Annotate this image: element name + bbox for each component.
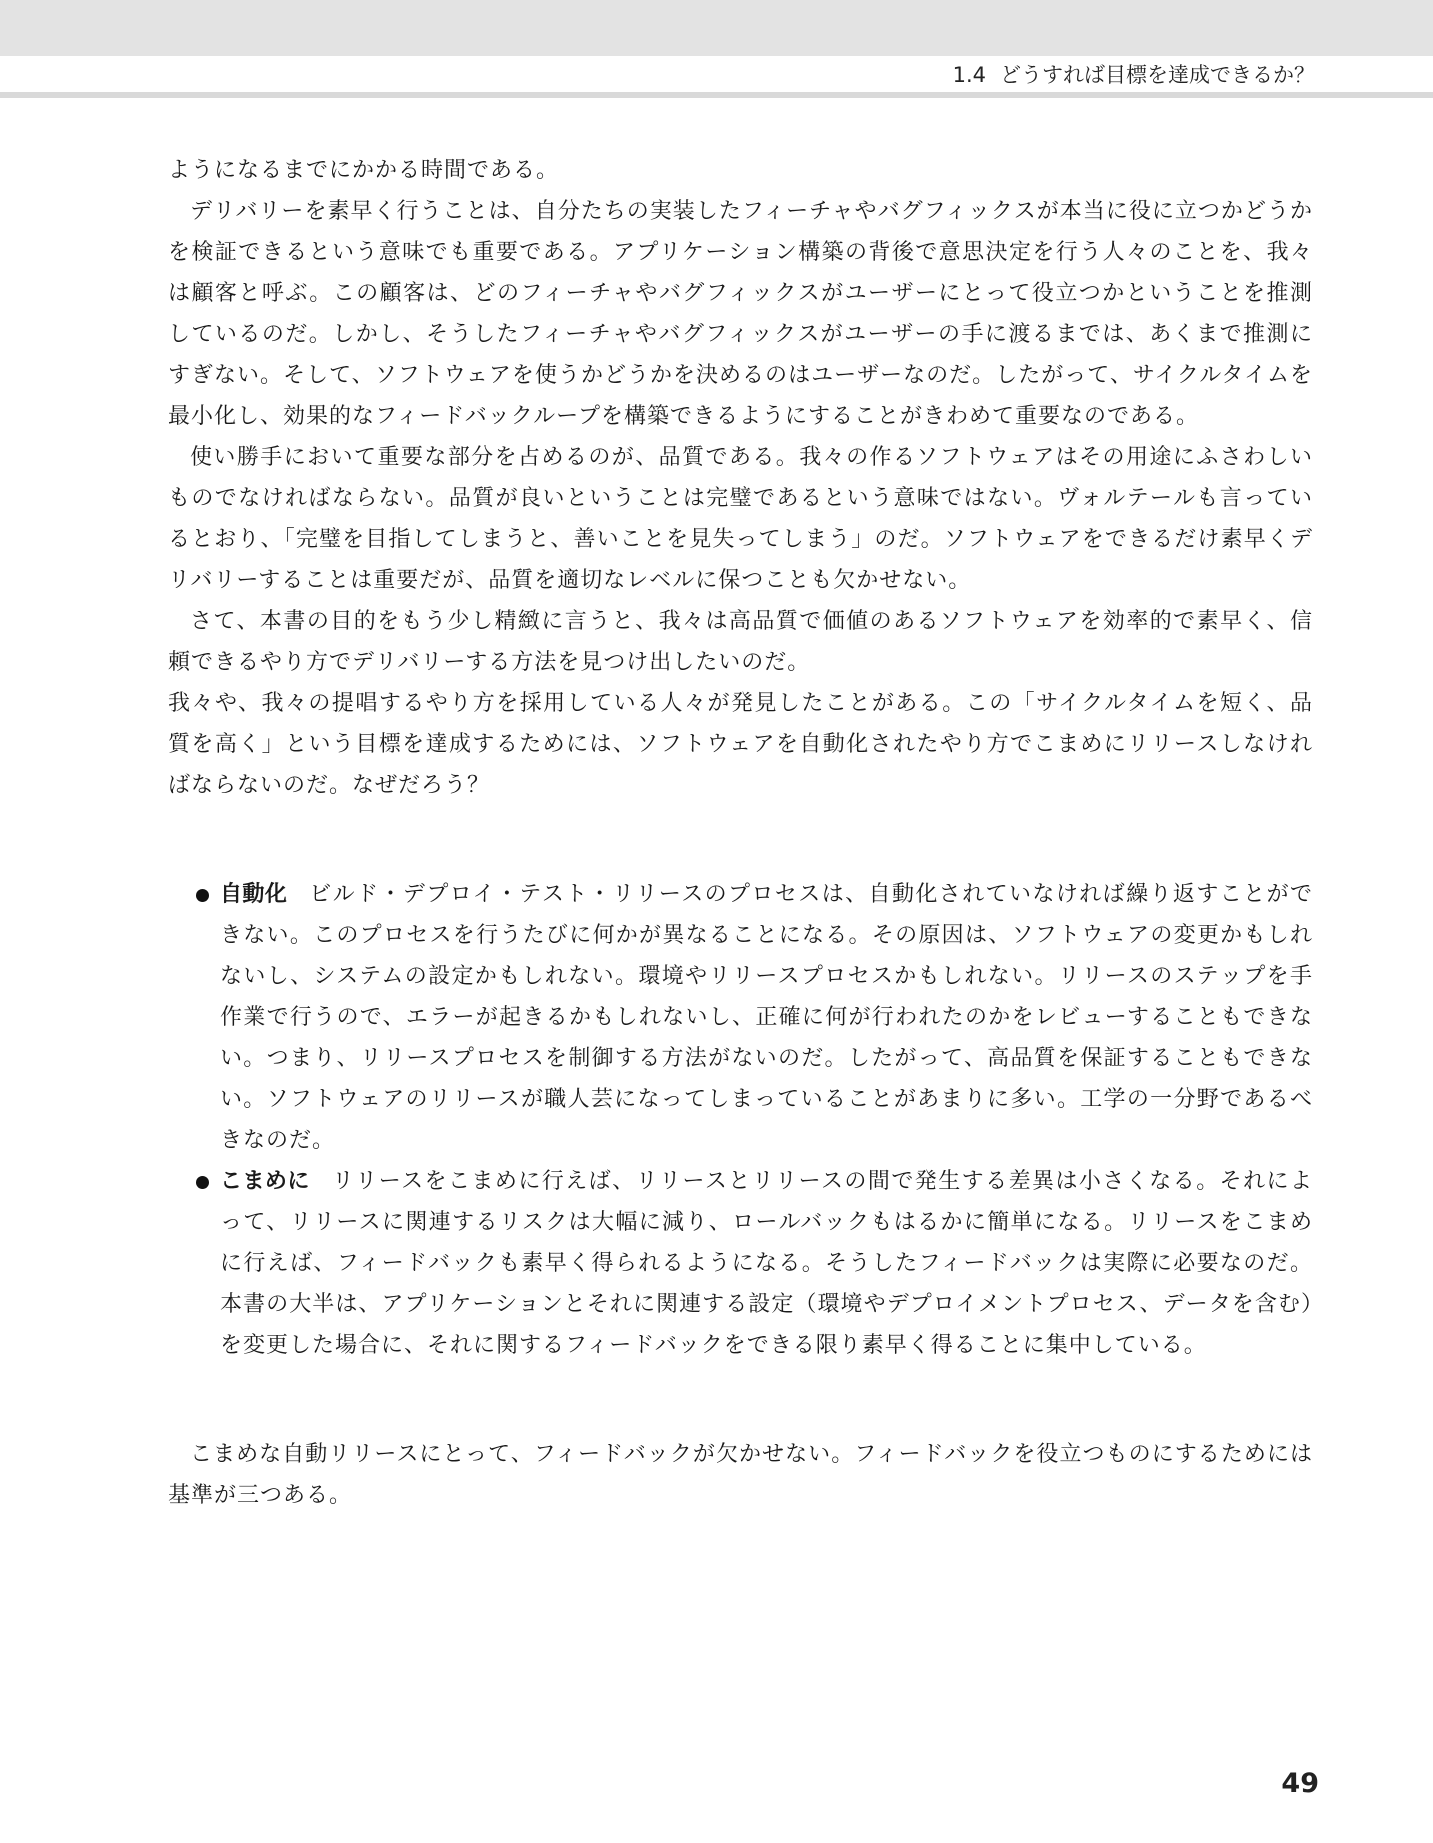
running-head bbox=[953, 58, 1315, 92]
bullet-list bbox=[168, 874, 1313, 1366]
top-band bbox=[0, 0, 1433, 56]
bullet-term: 自動化 bbox=[220, 882, 288, 907]
bullet-term: こまめに bbox=[220, 1169, 310, 1194]
bullet-item bbox=[168, 874, 1313, 1161]
closing-paragraph: こまめな自動リリースにとって、フィードバックが欠かせない。フィードバックを役立つものにするためには基準が三つある。 bbox=[168, 1442, 1313, 1508]
section-number: 1.4 bbox=[952, 63, 986, 87]
bullet-text: ビルド・デプロイ・テスト・リリースのプロセスは、自動化されていなければ繰り返すことができない。このプロセスを行うたびに何かが異なることになる。その原因は、ソフトウェアの変更かもしれないし、システムの設定かもしれない。環境やリリースプロセスかもしれない。リリースのステップを手作業で行うので、エラーが起きるかもしれないし、正確に何が行われたのかをレビューすることもできない。つまり、リリースプロセスを制御する方法がないのだ。したがって、高品質を保証することもできない。ソフトウェアのリリースが職人芸になってしまっていることがあまりに多い。工学の一分野であるべきなのだ。 bbox=[220, 882, 1313, 1153]
bullet-dot-icon bbox=[196, 889, 209, 902]
paragraph: ようになるまでにかかる時間である。 bbox=[168, 158, 560, 183]
bullet-dot-icon bbox=[196, 1176, 209, 1189]
page-number: 49 bbox=[1281, 1768, 1319, 1799]
paragraph: さて、本書の目的をもう少し精緻に言うと、我々は高品質で価値のあるソフトウェアを効率的で素早く、信頼できるやり方でデリバリーする方法を見つけ出したいのだ。 bbox=[168, 609, 1313, 675]
section-title: どうすれば目標を達成できるか？ bbox=[1000, 63, 1315, 87]
paragraph: 我々や、我々の提唱するやり方を採用している人々が発見したことがある。この「サイクルタイムを短く、品質を高く」という目標を達成するためには、ソフトウェアを自動化されたやり方でこまめにリリースしなければならないのだ。なぜだろう？ bbox=[168, 691, 1313, 798]
paragraph: デリバリーを素早く行うことは、自分たちの実装したフィーチャやバグフィックスが本当に役に立つかどうかを検証できるという意味でも重要である。アプリケーション構築の背後で意思決定を行う人々のことを、我々は顧客と呼ぶ。この顧客は、どのフィーチャやバグフィックスがユーザーにとって役立つかということを推測しているのだ。しかし、そうしたフィーチャやバグフィックスがユーザーの手に渡るまでは、あくまで推測にすぎない。そして、ソフトウェアを使うかどうかを決めるのはユーザーなのだ。したがって、サイクルタイムを最小化し、効果的なフィードバックループを構築できるようにすることがきわめて重要なのである。 bbox=[168, 199, 1313, 429]
header-rule bbox=[0, 92, 1433, 98]
paragraph: 使い勝手において重要な部分を占めるのが、品質である。我々の作るソフトウェアはその用途にふさわしいものでなければならない。品質が良いということは完璧であるという意味ではない。ヴォルテールも言っているとおり、「完璧を目指してしまうと、善いことを見失ってしまう」のだ。ソフトウェアをできるだけ素早くデリバリーすることは重要だが、品質を適切なレベルに保つことも欠かせない。 bbox=[168, 445, 1313, 593]
bullet-item bbox=[168, 1161, 1313, 1366]
bullet-text: リリースをこまめに行えば、リリースとリリースの間で発生する差異は小さくなる。それによって、リリースに関連するリスクは大幅に減り、ロールバックもはるかに簡単になる。リリースをこまめに行えば、フィードバックも素早く得られるようになる。そうしたフィードバックは実際に必要なのだ。本書の大半は、アプリケーションとそれに関連する設定（環境やデプロイメントプロセス、データを含む）を変更した場合に、それに関するフィードバックをできる限り素早く得ることに集中している。 bbox=[220, 1169, 1313, 1358]
body-text bbox=[168, 150, 1313, 1516]
